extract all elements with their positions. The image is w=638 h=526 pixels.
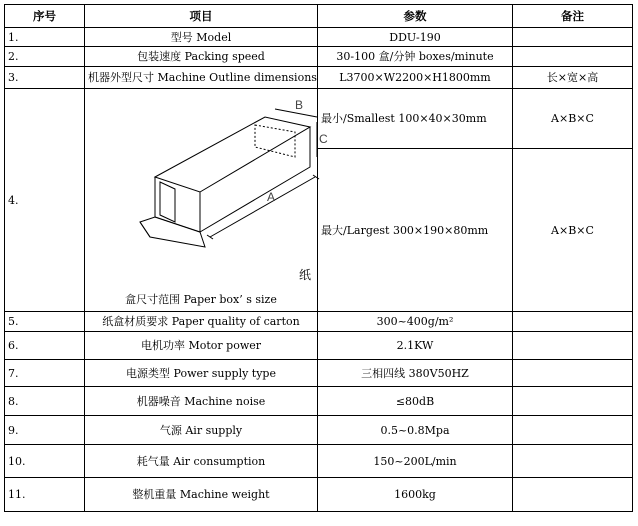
box-size-smallest: 最小/Smallest 100×40×30mm — [318, 89, 513, 149]
table-row — [5, 28, 633, 47]
row-item: 机器外型尺寸 Machine Outline dimensions — [85, 67, 318, 89]
row-param: 2.1KW — [318, 332, 513, 360]
row-item: 包装速度 Packing speed — [85, 47, 318, 67]
row-no: 2. — [5, 47, 85, 67]
figure-side-char: 纸 — [298, 268, 311, 282]
header-param: 参数 — [318, 5, 513, 28]
row-item: 气源 Air supply — [85, 416, 318, 445]
dim-label-b: B — [295, 98, 304, 112]
row-no: 7. — [5, 360, 85, 387]
row-param: 30-100 盒/分钟 boxes/minute — [318, 47, 513, 67]
dim-label-c: C — [319, 132, 328, 146]
box-size-largest: 最大/Largest 300×190×80mm — [318, 149, 513, 312]
row-no: 4. — [5, 89, 85, 312]
row-param: 三相四线 380V50HZ — [318, 360, 513, 387]
row-item: 电机功率 Motor power — [85, 332, 318, 360]
row-remark — [513, 478, 633, 512]
paper-box-diagram — [135, 97, 328, 267]
row-no: 11. — [5, 478, 85, 512]
header-no: 序号 — [5, 5, 85, 28]
row-remark — [513, 312, 633, 332]
row-no: 9. — [5, 416, 85, 445]
row-param: 150~200L/min — [318, 445, 513, 478]
row-no: 5. — [5, 312, 85, 332]
figure-caption: 盒尺寸范围 Paper box’ s size — [125, 293, 277, 306]
row-item: 电源类型 Power supply type — [85, 360, 318, 387]
row-param: L3700×W2200×H1800mm — [318, 67, 513, 89]
row-no: 6. — [5, 332, 85, 360]
table-row — [5, 47, 633, 67]
box-size-smallest-remark: A×B×C — [513, 89, 633, 149]
row-remark — [513, 387, 633, 416]
row-no: 1. — [5, 28, 85, 47]
table-row — [5, 332, 633, 360]
spec-table — [4, 4, 633, 512]
table-row — [5, 387, 633, 416]
table-row — [5, 67, 633, 89]
row-item: 整机重量 Machine weight — [85, 478, 318, 512]
table-row — [5, 360, 633, 387]
row-param: ≤80dB — [318, 387, 513, 416]
box-size-figure-cell — [85, 89, 328, 312]
row-no: 10. — [5, 445, 85, 478]
row-remark — [513, 332, 633, 360]
table-row — [5, 416, 633, 445]
row-no: 3. — [5, 67, 85, 89]
dim-label-a: A — [267, 190, 276, 204]
row-item: 机器噪音 Machine noise — [85, 387, 318, 416]
table-row — [5, 445, 633, 478]
row-item: 纸盒材质要求 Paper quality of carton — [85, 312, 318, 332]
row-remark — [513, 416, 633, 445]
row-remark — [513, 28, 633, 47]
table-row-box-size — [5, 89, 633, 149]
row-item: 耗气量 Air consumption — [85, 445, 318, 478]
table-row — [5, 478, 633, 512]
row-param: 0.5~0.8Mpa — [318, 416, 513, 445]
row-remark — [513, 47, 633, 67]
row-param: DDU-190 — [318, 28, 513, 47]
box-size-largest-remark: A×B×C — [513, 149, 633, 312]
row-param: 300~400g/m² — [318, 312, 513, 332]
row-remark — [513, 360, 633, 387]
row-item: 型号 Model — [85, 28, 318, 47]
header-row — [5, 5, 633, 28]
header-item: 项目 — [85, 5, 318, 28]
header-remark: 备注 — [513, 5, 633, 28]
row-param: 1600kg — [318, 478, 513, 512]
row-no: 8. — [5, 387, 85, 416]
row-remark: 长×宽×高 — [513, 67, 633, 89]
table-row — [5, 312, 633, 332]
row-remark — [513, 445, 633, 478]
